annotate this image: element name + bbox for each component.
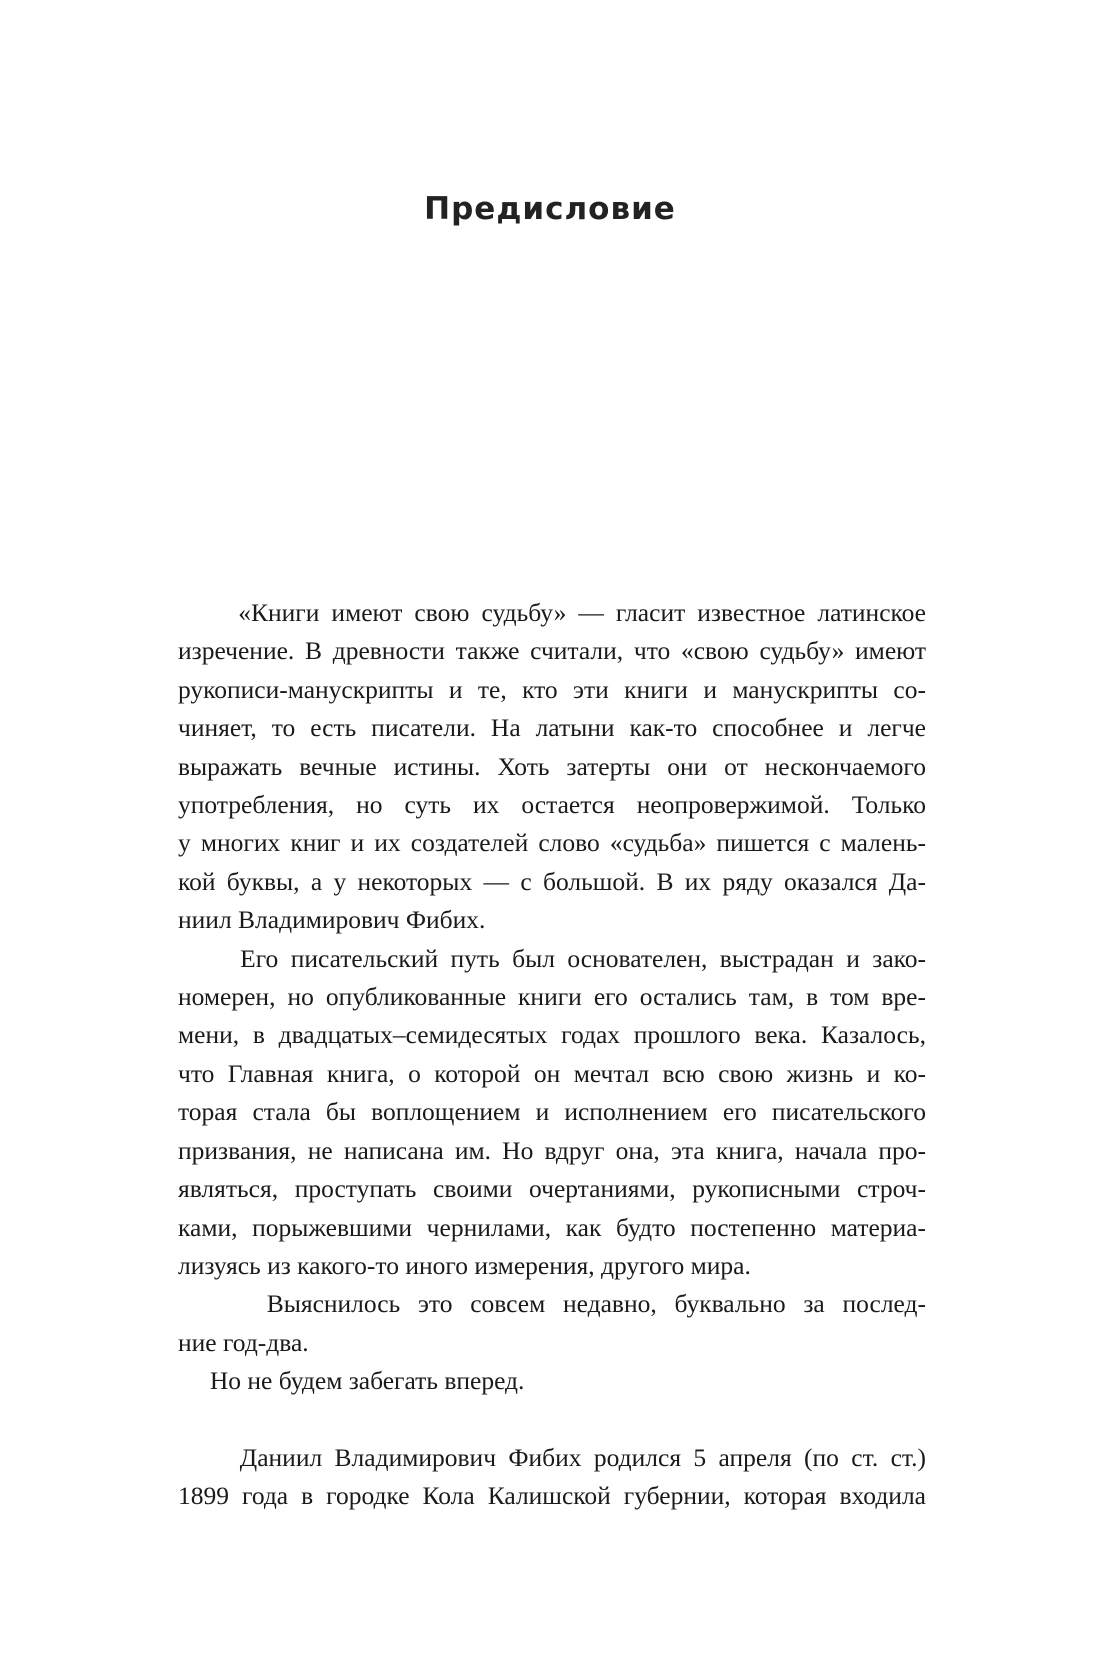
text-line: Но не будем забегать вперед. (178, 1366, 525, 1396)
text-line: призвания, не написана им. Но вдруг она, эта книга, начала про- (178, 1135, 926, 1165)
text-line: лизуясь из какого-то иного измерения, другого мира. (178, 1250, 751, 1280)
text-line: выражать вечные истины. Хоть затерты они от нескончаемого (178, 751, 926, 781)
text-line: рукописи-манускрипты и те, кто эти книги и манускрипты со- (178, 674, 926, 704)
text-line: употребления, но суть их остается неопровержимой. Только (178, 790, 926, 820)
paragraph-1 (178, 594, 926, 940)
text-line: Его писательский путь был основателен, выстрадан и зако- (178, 943, 926, 973)
text-line: кой буквы, а у некоторых — с большой. В их ряду оказался Да- (178, 866, 926, 896)
page-title: Предисловие (424, 191, 676, 227)
text-line: ние год-два. (178, 1327, 309, 1357)
text-line: торая стала бы воплощением и исполнением его писательского (178, 1097, 926, 1127)
text-line: мени, в двадцатых–семидесятых годах прошлого века. Казалось, (178, 1020, 926, 1050)
text-line: номерен, но опубликованные книги его остались там, в том вре- (178, 982, 926, 1012)
text-line: чиняет, то есть писатели. На латыни как-то способнее и легче (178, 713, 926, 743)
text-line: ками, порыжевшими чернилами, как будто постепенно материа- (178, 1212, 926, 1242)
paragraph-4 (178, 1362, 926, 1400)
paragraph-3 (178, 1285, 926, 1362)
text-line: что Главная книга, о которой он мечтал всю свою жизнь и ко- (178, 1058, 926, 1088)
text-line: являться, проступать своими очертаниями, рукописными строч- (178, 1174, 926, 1204)
text-line: Даниил Владимирович Фибих родился 5 апреля (по ст. ст.) (178, 1442, 926, 1472)
paragraph-2 (178, 940, 926, 1286)
text-line: «Книги имеют свою судьбу» — гласит известное латинское (178, 598, 926, 627)
section-gap (178, 1401, 926, 1439)
text-line: ниил Владимирович Фибих. (178, 905, 486, 935)
text-line: изречение. В древности также считали, что «свою судьбу» имеют (178, 636, 926, 666)
paragraph-5 (178, 1439, 926, 1516)
body-text (178, 594, 926, 1516)
text-line: у многих книг и их создателей слово «судьба» пишется с малень- (178, 828, 926, 858)
text-line: Выяснилось это совсем недавно, буквально за послед- (178, 1289, 926, 1319)
text-line: 1899 года в городке Кола Калишской губернии, которая входила (178, 1481, 926, 1511)
